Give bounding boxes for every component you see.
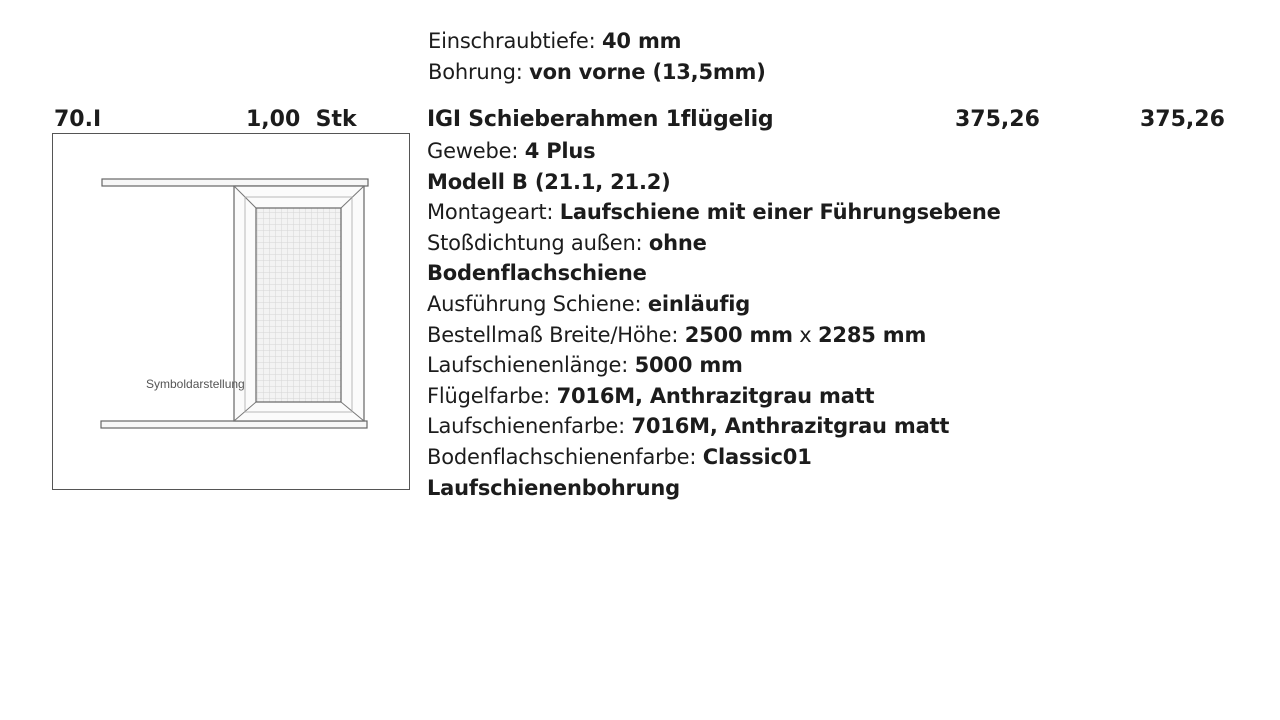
spec-label: Einschraubtiefe:	[428, 29, 603, 53]
spec-row-ausfuehrung	[427, 289, 1001, 320]
spec-value: von vorne (13,5mm)	[529, 60, 766, 84]
spec-row-laufschienenlaenge	[427, 350, 1001, 381]
quantity-unit: Stk	[315, 107, 357, 132]
spec-label: Bestellmaß Breite/Höhe:	[427, 322, 685, 347]
spec-value: 4 Plus	[524, 139, 596, 163]
unit-price: 375,26	[955, 107, 1040, 132]
quantity-value: 1,00	[246, 107, 301, 132]
product-drawing	[52, 133, 410, 490]
spec-value: 7016M, Anthrazitgrau matt	[556, 383, 875, 408]
spec-row-fluegelfarbe	[427, 381, 1001, 412]
spec-value: 40 mm	[602, 29, 682, 53]
item-title: IGI Schieberahmen 1flügelig	[427, 107, 774, 132]
spec-value-width: 2500 mm	[684, 322, 793, 347]
spec-value: Laufschiene mit einer Führungsebene	[559, 200, 1001, 225]
spec-label: Ausführung Schiene:	[427, 291, 648, 316]
drawing-label: Symboldarstellung	[146, 377, 245, 391]
spec-label: Montageart:	[427, 200, 560, 225]
top-rail-shape	[102, 179, 368, 186]
bottom-rail-shape	[101, 421, 367, 428]
spec-value: ohne	[648, 230, 707, 255]
item-spec	[427, 104, 1001, 503]
spec-row-bodenflachschiene	[427, 258, 1001, 289]
spec-value: einläufig	[647, 291, 751, 316]
total-price: 375,26	[1140, 107, 1225, 132]
spec-row-modell	[427, 167, 1001, 198]
spec-value: Classic01	[702, 444, 812, 469]
spec-row-einschraubtiefe	[428, 26, 766, 57]
spec-row-stossdichtung	[427, 228, 1001, 259]
position-number: 70.I	[54, 107, 102, 132]
spec-value: 5000 mm	[634, 353, 743, 378]
spec-label: Gewebe:	[427, 139, 525, 163]
spec-label: Flügelfarbe:	[427, 383, 557, 408]
spec-label: Bodenflachschienenfarbe:	[427, 444, 703, 469]
spec-row-montageart	[427, 197, 1001, 228]
spec-value: 7016M, Anthrazitgrau matt	[631, 414, 950, 439]
spec-label: Laufschienenlänge:	[427, 353, 635, 378]
spec-row-bodenflachschienenfarbe	[427, 442, 1001, 473]
spec-row-laufschienenfarbe	[427, 411, 1001, 442]
spec-value-height: 2285 mm	[818, 322, 927, 347]
spec-row-bestellmass	[427, 320, 1001, 351]
spec-label: Bohrung:	[428, 60, 530, 84]
spec-label: Stoßdichtung außen:	[427, 230, 649, 255]
previous-item-spec	[428, 26, 766, 88]
mesh-shape	[256, 208, 341, 402]
spec-label: Laufschienenfarbe:	[427, 414, 632, 439]
spec-separator: x	[792, 322, 819, 347]
sliding-frame-drawing	[53, 134, 411, 491]
spec-heading: Bodenflachschiene	[427, 261, 647, 286]
spec-heading: Modell B (21.1, 21.2)	[427, 169, 671, 194]
spec-row-laufschienenbohrung	[427, 473, 1001, 504]
spec-row-gewebe	[427, 136, 1001, 167]
spec-heading: Laufschienenbohrung	[427, 475, 681, 500]
spec-row-bohrung	[428, 57, 766, 88]
quantity-cell	[246, 104, 357, 136]
